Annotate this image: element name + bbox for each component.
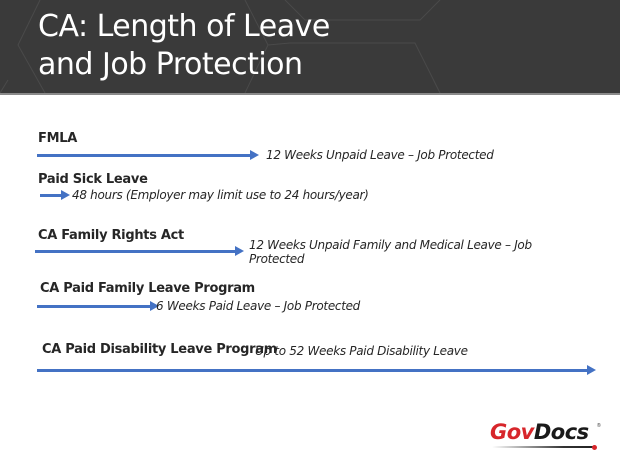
fmla-label: FMLA	[38, 131, 77, 146]
ca-paid-disability-leave-label: CA Paid Disability Leave Program	[42, 342, 278, 357]
cfra-description-line-1: 12 Weeks Unpaid Family and Medical Leave – Job	[249, 238, 532, 252]
ca-paid-disability-leave-arrow-icon	[37, 369, 588, 372]
title-banner	[0, 0, 620, 95]
ca-family-rights-act-arrow-icon	[35, 250, 236, 253]
title-line-1: CA: Length of Leave	[38, 9, 330, 44]
ca-paid-family-leave-label: CA Paid Family Leave Program	[40, 281, 255, 296]
paid-sick-leave-label: Paid Sick Leave	[38, 172, 148, 187]
paid-sick-leave-description: 48 hours (Employer may limit use to 24 hours/year)	[72, 188, 369, 202]
ca-paid-disability-leave-description: Up to 52 Weeks Paid Disability Leave	[255, 344, 468, 358]
logo-red-dot-icon	[592, 445, 597, 450]
logo-wordmark	[490, 420, 589, 444]
fmla-description: 12 Weeks Unpaid Leave – Job Protected	[266, 148, 494, 162]
cfra-description-line-2: Protected	[249, 252, 305, 266]
title-line-2: and Job Protection	[38, 47, 303, 82]
paid-sick-leave-arrow-icon	[40, 194, 62, 197]
logo-swoosh-line	[492, 446, 594, 448]
logo-docs: Docs	[533, 420, 589, 444]
logo-gov: Gov	[490, 420, 534, 444]
ca-paid-family-leave-arrow-icon	[37, 305, 151, 308]
ca-paid-family-leave-description: 6 Weeks Paid Leave – Job Protected	[156, 299, 361, 313]
registered-mark: ®	[597, 423, 601, 429]
fmla-arrow-icon	[37, 154, 251, 157]
govdocs-logo	[490, 420, 602, 450]
slide-title	[38, 8, 330, 84]
ca-family-rights-act-label: CA Family Rights Act	[38, 228, 184, 243]
